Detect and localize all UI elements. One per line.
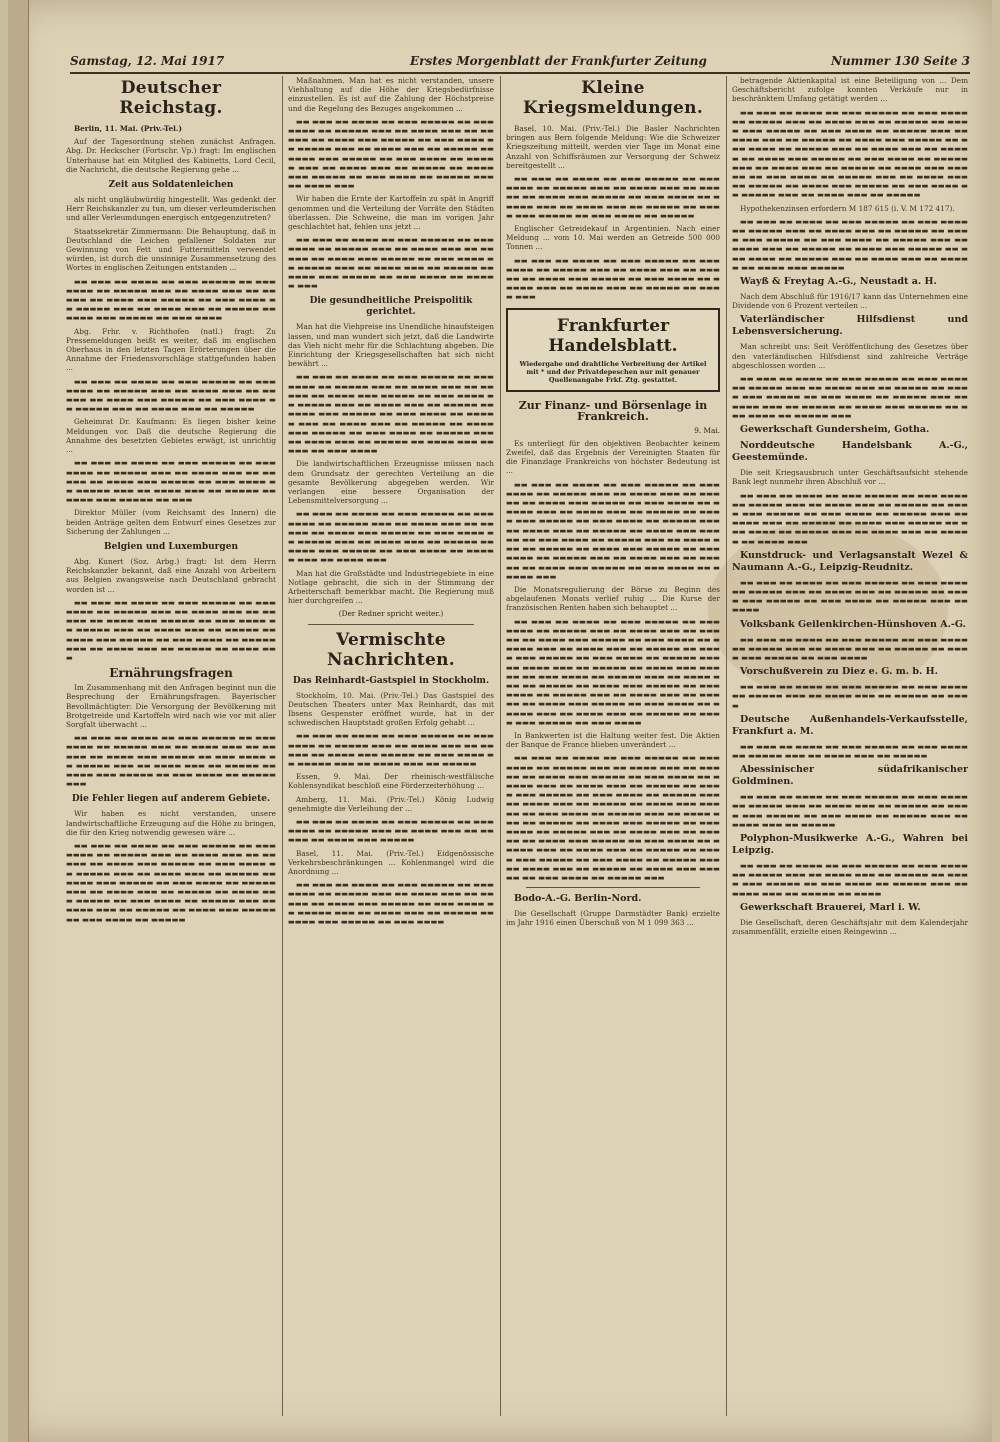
paragraph: Direktor Müller (vom Reichsamt des Innern) die beiden Anträge gelten dem Entwurf eines Gesetzes zur Sicherung der Zahlungen ...	[66, 508, 276, 536]
body-filler: ▬▬ ▬▬▬ ▬▬ ▬▬▬▬ ▬▬ ▬▬▬ ▬▬▬▬▬ ▬▬ ▬▬▬ ▬▬▬▬ ▬▬ ▬▬▬▬▬ ▬▬▬ ▬▬ ▬▬▬▬ ▬▬▬ ▬▬ ▬▬▬▬▬ ▬▬ ▬▬▬▬ ▬▬▬ ▬▬▬▬▬ ▬▬ ▬▬▬ ▬▬▬▬ ▬▬ ▬▬▬▬▬ ▬▬▬ ▬▬ ▬▬▬▬ ▬▬▬ ▬▬ ▬▬▬▬▬	[288, 731, 494, 768]
paragraph: Amberg, 11. Mai. (Priv.-Tel.) König Ludwig genehmigte die Verleihung der ...	[288, 794, 494, 813]
body-filler: ▬▬ ▬▬▬ ▬▬ ▬▬▬▬ ▬▬ ▬▬▬ ▬▬▬▬▬ ▬▬ ▬▬▬ ▬▬▬▬ ▬▬ ▬▬▬▬▬ ▬▬▬ ▬▬ ▬▬▬▬ ▬▬▬ ▬▬ ▬▬▬▬▬	[732, 741, 968, 760]
company-heading: Wayß & Freytag A.-G., Neustadt a. H.	[740, 276, 937, 288]
company-heading: Gewerkschaft Gundersheim, Gotha.	[740, 424, 930, 436]
company-heading: Polyphon-Musikwerke A.-G., Wahren bei Leipzig.	[732, 832, 968, 856]
body-filler: ▬▬ ▬▬▬ ▬▬ ▬▬▬▬ ▬▬ ▬▬▬ ▬▬▬▬▬ ▬▬ ▬▬▬ ▬▬▬▬ ▬▬ ▬▬▬▬▬ ▬▬▬ ▬▬ ▬▬▬▬ ▬▬▬ ▬▬ ▬▬▬▬▬ ▬▬ ▬▬▬▬ ▬▬▬ ▬▬▬▬▬ ▬▬ ▬▬▬ ▬▬▬▬ ▬▬ ▬▬▬▬▬ ▬▬▬ ▬▬ ▬▬▬▬ ▬▬▬ ▬▬ ▬▬▬▬▬ ▬▬ ▬▬▬▬ ▬▬▬ ▬▬▬▬▬ ▬▬ ▬▬▬ ▬▬▬▬ ▬▬ ▬▬▬▬▬ ▬▬▬	[732, 374, 968, 420]
paragraph: Wir haben die Ernte der Kartoffeln zu spät in Angriff genommen und die Verteilung der Vorräte den Städten überlassen. Die Schweine, die man im vorigen Jahr geschlachtet hat, fehlen uns jetzt ...	[288, 194, 494, 232]
paragraph: Die Gesellschaft (Gruppe Darmstädter Bank) erzielte im Jahr 1916 einen Überschuß von M 1 099 363 ...	[506, 909, 720, 928]
paragraph: Auf der Tagesordnung stehen zunächst Anfragen. Abg. Dr. Heckscher (Fortschr. Vp.) fragt: Im englischen Unterhause hat ein Mitglied des Kabinetts, Lord Cecil, die Nachricht, die deutsche Regierung gehe ...	[66, 137, 276, 174]
section-separator	[308, 624, 474, 625]
paragraph: Staatssekretär Zimmermann: Die Behauptung, daß in Deutschland die Leichen gefallener Soldaten zur Gewinnung von Fett und Futtermitteln verwendet würden, ist durch die unsinnige Zusammensetzung des Wortes in englischen Zeitungen entstanden ...	[66, 226, 276, 273]
paragraph: Man schreibt uns: Seit Veröffentlichung des Gesetzes über den vaterländischen Hilfsdienst sind zahlreiche Verträge abgeschlossen worden ...	[732, 342, 968, 370]
paragraph: Abg. Frhr. v. Richthofen (natl.) fragt: Zu Pressemeldungen heißt es weiter, daß im englischen Oberhaus in den letzten Tagen Erörterungen über die Annahme der Friedensvorschläge stattgefunden haben ...	[66, 326, 276, 373]
article-title: Kleine Kriegsmeldungen.	[522, 78, 704, 118]
body-filler: ▬▬ ▬▬▬ ▬▬ ▬▬▬▬ ▬▬ ▬▬▬ ▬▬▬▬▬ ▬▬ ▬▬▬ ▬▬▬▬ ▬▬ ▬▬▬▬▬ ▬▬▬ ▬▬ ▬▬▬▬ ▬▬▬ ▬▬ ▬▬▬▬▬ ▬▬ ▬▬▬▬ ▬▬▬ ▬▬▬▬▬ ▬▬ ▬▬▬ ▬▬▬▬ ▬▬ ▬▬▬▬▬ ▬▬▬ ▬▬ ▬▬▬▬ ▬▬▬ ▬▬ ▬▬▬▬▬ ▬▬ ▬▬▬▬ ▬▬▬ ▬▬▬▬▬ ▬▬ ▬▬▬ ▬▬▬▬ ▬▬ ▬▬▬▬▬ ▬▬▬ ▬▬ ▬▬▬▬ ▬▬▬ ▬▬ ▬▬▬▬▬ ▬▬ ▬▬▬▬ ▬▬▬ ▬▬▬▬▬ ▬▬ ▬▬▬ ▬▬▬▬ ▬▬ ▬▬▬▬▬ ▬▬▬ ▬▬ ▬▬▬▬ ▬▬▬ ▬▬ ▬▬▬▬▬ ▬▬ ▬▬▬▬ ▬▬▬ ▬▬▬▬▬ ▬▬ ▬▬▬ ▬▬▬▬ ▬▬ ▬▬▬▬▬	[66, 841, 276, 924]
paragraph: Essen, 9. Mai. Der rheinisch-westfälische Kohlensyndikat beschloß eine Förderzeiterhöhung ...	[288, 772, 494, 791]
paragraph: Die landwirtschaftlichen Erzeugnisse müssen nach dem Grundsatz der gerechten Verteilung an die gesamte Bevölkerung abgegeben werden. Wir verlangen eine bessere Organisation der Lebensmittelversorgung ...	[288, 459, 494, 506]
body-filler: ▬▬ ▬▬▬ ▬▬ ▬▬▬▬ ▬▬ ▬▬▬ ▬▬▬▬▬ ▬▬ ▬▬▬ ▬▬▬▬ ▬▬ ▬▬▬▬▬ ▬▬▬ ▬▬ ▬▬▬▬ ▬▬▬ ▬▬ ▬▬▬▬▬ ▬▬ ▬▬▬▬ ▬▬▬ ▬▬▬▬▬ ▬▬ ▬▬▬ ▬▬▬▬ ▬▬ ▬▬▬▬▬ ▬▬▬ ▬▬ ▬▬▬▬ ▬▬▬ ▬▬ ▬▬▬▬▬ ▬▬ ▬▬▬▬ ▬▬▬	[506, 255, 720, 302]
dateline: 9. Mai.	[694, 425, 720, 435]
body-filler: ▬▬ ▬▬▬ ▬▬ ▬▬▬▬ ▬▬ ▬▬▬ ▬▬▬▬▬ ▬▬ ▬▬▬ ▬▬▬▬ ▬▬ ▬▬▬▬▬ ▬▬▬ ▬▬ ▬▬▬▬ ▬▬▬ ▬▬ ▬▬▬▬▬ ▬▬ ▬▬▬▬ ▬▬▬ ▬▬▬▬▬ ▬▬ ▬▬▬ ▬▬▬▬ ▬▬ ▬▬▬▬▬ ▬▬▬ ▬▬ ▬▬▬▬ ▬▬▬ ▬▬ ▬▬▬▬▬ ▬▬ ▬▬▬▬ ▬▬▬ ▬▬▬▬▬ ▬▬ ▬▬▬	[66, 458, 276, 505]
body-filler: ▬▬ ▬▬▬ ▬▬ ▬▬▬▬ ▬▬ ▬▬▬ ▬▬▬▬▬ ▬▬ ▬▬▬ ▬▬▬▬ ▬▬ ▬▬▬▬▬ ▬▬▬ ▬▬ ▬▬▬▬ ▬▬▬ ▬▬ ▬▬▬▬▬ ▬▬ ▬▬▬▬ ▬▬▬ ▬▬▬▬▬ ▬▬ ▬▬▬ ▬▬▬▬ ▬▬ ▬▬▬▬▬ ▬▬▬ ▬▬ ▬▬▬▬	[732, 577, 968, 615]
section-title: Frankfurter Handelsblatt.	[548, 315, 678, 356]
subheading: Die Fehler liegen auf anderem Gebiete.	[71, 794, 271, 805]
paragraph: Basel, 10. Mai. (Priv.-Tel.) Die Basler Nachrichten bringen aus Bern folgende Meldung: Wie die Schweizer Kriegszeitung mitteilt, werden vier Tage im Monat eine Anzahl von Schiffsräumen zur Versorgung der Schweiz bereitgestellt ...	[506, 124, 720, 170]
paragraph: als nicht ungläubwürdig hingestellt. Was gedenkt der Herr Reichskanzler zu tun, um dieser verleumderischen und aller Verleumdungen energisch entgegenzutreten?	[66, 195, 276, 223]
subheading: Belgien und Luxemburgen	[103, 541, 238, 552]
paragraph: Hypothekenzinsen erfordern M 187 615 (i. V. M 172 417).	[740, 203, 955, 213]
subheading: Zur Finanz- und Börsenlage in Frankreich.	[518, 398, 708, 423]
paragraph: Die Gesellschaft, deren Geschäftsjahr mit dem Kalenderjahr zusammenfällt, erzielte einen Reingewinn ...	[732, 917, 968, 936]
body-filler: ▬▬ ▬▬▬ ▬▬ ▬▬▬▬ ▬▬ ▬▬▬ ▬▬▬▬▬ ▬▬ ▬▬▬ ▬▬▬▬ ▬▬ ▬▬▬▬▬ ▬▬▬ ▬▬ ▬▬▬▬ ▬▬▬ ▬▬ ▬▬▬▬▬ ▬▬ ▬▬▬▬ ▬▬▬ ▬▬▬▬▬ ▬▬ ▬▬▬ ▬▬▬▬ ▬▬ ▬▬▬▬▬ ▬▬▬ ▬▬ ▬▬▬▬ ▬▬▬ ▬▬ ▬▬▬▬▬	[732, 792, 968, 829]
column-rule	[726, 76, 727, 1416]
column-reichstag-cont	[288, 76, 494, 1416]
header-paper-name: Erstes Morgenblatt der Frankfurter Zeitung	[410, 54, 707, 68]
paragraph: Geheimrat Dr. Kaufmann: Es liegen bisher keine Meldungen vor. Daß die deutsche Regierung die Annahme des besetzten Gebietes erwägt, ist unrichtig ...	[66, 417, 276, 455]
company-heading: Kunstdruck- und Verlagsanstalt Wezel & Naumann A.-G., Leipzig-Reudnitz.	[732, 549, 968, 573]
paragraph: Maßnahmen. Man hat es nicht verstanden, unsere Viehhaltung auf die Höhe der Kriegsbedürfnisse einzustellen. Es ist auf die Zahlung der Höchstpreise und die Regelung des Bezuges angekommen ...	[288, 76, 494, 113]
company-heading: Bodo-A.-G. Berlin-Nord.	[514, 893, 642, 905]
paragraph: Man hat die Viehpreise ins Unendliche hinaufsteigen lassen, und man wundert sich jetzt, daß die Landwirte das Vieh nicht mehr für die Schlachtung abgeben. Die Einrichtung der Kriegsgesellschaften hat sich nicht bewährt ...	[288, 322, 494, 369]
paragraph: Die Monatsregulierung der Börse zu Beginn des abgelaufenen Monats verlief ruhig ... Die Kurse der französischen Renten haben sich behauptet ...	[506, 584, 720, 613]
company-heading: Vaterländischer Hilfsdienst und Lebensversicherung.	[732, 314, 968, 338]
body-filler: ▬▬ ▬▬▬ ▬▬ ▬▬▬▬ ▬▬ ▬▬▬ ▬▬▬▬▬ ▬▬ ▬▬▬ ▬▬▬▬ ▬▬ ▬▬▬▬▬ ▬▬▬ ▬▬ ▬▬▬▬ ▬▬▬ ▬▬ ▬▬▬▬▬ ▬▬ ▬▬▬▬	[732, 682, 968, 710]
body-filler: ▬▬ ▬▬▬ ▬▬ ▬▬▬▬ ▬▬ ▬▬▬ ▬▬▬▬▬ ▬▬ ▬▬▬ ▬▬▬▬ ▬▬ ▬▬▬▬▬ ▬▬▬ ▬▬ ▬▬▬▬ ▬▬▬ ▬▬ ▬▬▬▬▬ ▬▬ ▬▬▬▬ ▬▬▬ ▬▬▬▬▬ ▬▬ ▬▬▬ ▬▬▬▬ ▬▬ ▬▬▬▬▬ ▬▬▬ ▬▬ ▬▬▬▬ ▬▬▬ ▬▬ ▬▬▬▬▬ ▬▬ ▬▬▬▬ ▬▬▬ ▬▬▬▬▬ ▬▬ ▬▬▬ ▬▬▬▬ ▬▬ ▬▬▬▬▬ ▬▬▬ ▬▬ ▬▬▬▬ ▬▬▬ ▬▬ ▬▬▬▬▬ ▬▬ ▬▬▬▬ ▬▬▬ ▬▬▬▬▬ ▬▬ ▬▬▬ ▬▬▬▬ ▬▬ ▬▬▬▬▬ ▬▬▬ ▬▬ ▬▬▬▬ ▬▬▬ ▬▬ ▬▬▬▬▬ ▬▬ ▬▬▬▬ ▬▬▬ ▬▬▬▬▬ ▬▬ ▬▬▬ ▬▬▬▬ ▬▬ ▬▬▬▬▬ ▬▬▬ ▬▬ ▬▬▬▬ ▬▬▬ ▬▬ ▬▬▬▬▬ ▬▬ ▬▬▬▬ ▬▬▬ ▬▬▬▬▬ ▬▬ ▬▬▬ ▬▬▬▬ ▬▬ ▬▬▬▬▬ ▬▬▬ ▬▬ ▬▬▬▬ ▬▬▬ ▬▬ ▬▬▬▬▬ ▬▬ ▬▬▬▬ ▬▬▬ ▬▬▬▬▬ ▬▬ ▬▬▬ ▬▬▬▬ ▬▬ ▬▬▬▬▬ ▬▬▬ ▬▬ ▬▬▬▬ ▬▬▬ ▬▬ ▬▬▬▬▬ ▬▬ ▬▬▬▬ ▬▬▬ ▬▬▬▬▬ ▬▬ ▬▬▬ ▬▬▬▬ ▬▬ ▬▬▬▬▬ ▬▬▬	[506, 753, 720, 882]
body-filler: ▬▬ ▬▬▬ ▬▬ ▬▬▬▬ ▬▬ ▬▬▬ ▬▬▬▬▬ ▬▬ ▬▬▬ ▬▬▬▬ ▬▬ ▬▬▬▬▬ ▬▬▬ ▬▬ ▬▬▬▬ ▬▬▬ ▬▬ ▬▬▬▬▬ ▬▬ ▬▬▬▬ ▬▬▬ ▬▬▬▬▬ ▬▬ ▬▬▬ ▬▬▬▬ ▬▬ ▬▬▬▬▬ ▬▬▬ ▬▬ ▬▬▬▬ ▬▬▬ ▬▬ ▬▬▬▬▬ ▬▬ ▬▬▬▬ ▬▬▬ ▬▬▬▬▬ ▬▬ ▬▬▬ ▬▬▬▬ ▬▬ ▬▬▬▬▬ ▬▬▬ ▬▬ ▬▬▬▬ ▬▬▬ ▬▬ ▬▬▬▬▬ ▬▬ ▬▬▬▬ ▬▬▬	[66, 597, 276, 662]
paragraph: Es unterliegt für den objektiven Beobachter keinem Zweifel, daß das Ergebnis der Vereinigten Staaten für die Finanzlage Frankreichs von höchster Bedeutung ist ...	[506, 438, 720, 476]
paragraph: Nach dem Abschluß für 1916/17 kann das Unternehmen eine Dividende von 6 Prozent verteilen ...	[732, 292, 968, 311]
paragraph: betragende Aktienkapital ist eine Beteiligung von ... Dem Geschäftsbericht zufolge konnten Verkäufe nur in beschränktem Umfang getätigt werden ...	[732, 76, 968, 104]
company-heading: Deutsche Außenhandels-Verkaufsstelle, Frankfurt a. M.	[732, 713, 968, 737]
section-separator	[526, 887, 700, 888]
body-filler: ▬▬ ▬▬▬ ▬▬ ▬▬▬▬ ▬▬ ▬▬▬ ▬▬▬▬▬ ▬▬ ▬▬▬ ▬▬▬▬ ▬▬ ▬▬▬▬▬ ▬▬▬ ▬▬ ▬▬▬▬ ▬▬▬ ▬▬ ▬▬▬▬▬ ▬▬ ▬▬▬▬ ▬▬▬ ▬▬▬▬▬ ▬▬ ▬▬▬ ▬▬▬▬ ▬▬ ▬▬▬▬▬ ▬▬▬ ▬▬ ▬▬▬▬ ▬▬▬ ▬▬ ▬▬▬▬▬ ▬▬ ▬▬▬▬ ▬▬▬ ▬▬▬▬▬ ▬▬ ▬▬▬ ▬▬▬▬ ▬▬ ▬▬▬▬▬ ▬▬▬ ▬▬ ▬▬▬▬ ▬▬▬ ▬▬ ▬▬▬▬▬ ▬▬ ▬▬▬▬ ▬▬▬ ▬▬▬▬▬ ▬▬ ▬▬▬ ▬▬▬▬ ▬▬ ▬▬▬▬▬ ▬▬▬ ▬▬ ▬▬▬▬ ▬▬▬ ▬▬ ▬▬▬▬▬ ▬▬ ▬▬▬▬ ▬▬▬ ▬▬▬▬▬ ▬▬ ▬▬▬ ▬▬▬▬ ▬▬ ▬▬▬▬▬ ▬▬▬ ▬▬ ▬▬▬▬ ▬▬▬ ▬▬ ▬▬▬▬▬ ▬▬ ▬▬▬▬ ▬▬▬ ▬▬▬▬▬ ▬▬ ▬▬▬ ▬▬▬▬ ▬▬ ▬▬▬▬▬ ▬▬▬ ▬▬ ▬▬▬▬ ▬▬▬ ▬▬ ▬▬▬▬▬	[732, 107, 968, 200]
body-filler: ▬▬ ▬▬▬ ▬▬ ▬▬▬▬ ▬▬ ▬▬▬ ▬▬▬▬▬ ▬▬ ▬▬▬ ▬▬▬▬ ▬▬ ▬▬▬▬▬ ▬▬▬ ▬▬ ▬▬▬▬ ▬▬▬ ▬▬ ▬▬▬▬▬ ▬▬ ▬▬▬▬ ▬▬▬ ▬▬▬▬▬ ▬▬ ▬▬▬ ▬▬▬▬ ▬▬ ▬▬▬▬▬ ▬▬▬ ▬▬ ▬▬▬▬ ▬▬▬ ▬▬ ▬▬▬▬▬ ▬▬ ▬▬▬▬ ▬▬▬ ▬▬▬▬▬ ▬▬ ▬▬▬ ▬▬▬▬ ▬▬ ▬▬▬▬▬ ▬▬▬ ▬▬ ▬▬▬▬ ▬▬▬ ▬▬ ▬▬▬▬▬ ▬▬ ▬▬▬▬ ▬▬▬ ▬▬▬▬▬ ▬▬ ▬▬▬ ▬▬▬▬ ▬▬ ▬▬▬▬▬ ▬▬▬ ▬▬ ▬▬▬▬ ▬▬▬ ▬▬ ▬▬▬▬▬ ▬▬ ▬▬▬▬ ▬▬▬ ▬▬▬▬▬ ▬▬ ▬▬▬ ▬▬▬▬ ▬▬ ▬▬▬▬▬ ▬▬▬ ▬▬ ▬▬▬▬ ▬▬▬ ▬▬ ▬▬▬▬▬ ▬▬ ▬▬▬▬ ▬▬▬ ▬▬▬▬▬ ▬▬ ▬▬▬ ▬▬▬▬ ▬▬ ▬▬▬▬▬ ▬▬▬	[506, 479, 720, 581]
handelsblatt-box	[506, 308, 720, 392]
body-filler: ▬▬ ▬▬▬ ▬▬ ▬▬▬▬ ▬▬ ▬▬▬ ▬▬▬▬▬ ▬▬ ▬▬▬ ▬▬▬▬ ▬▬ ▬▬▬▬▬ ▬▬▬ ▬▬ ▬▬▬▬ ▬▬▬ ▬▬ ▬▬▬▬▬ ▬▬ ▬▬▬▬ ▬▬▬ ▬▬▬▬▬ ▬▬ ▬▬▬ ▬▬▬▬ ▬▬ ▬▬▬▬▬ ▬▬▬ ▬▬ ▬▬▬▬ ▬▬▬ ▬▬ ▬▬▬▬▬ ▬▬ ▬▬▬▬ ▬▬▬ ▬▬▬▬▬ ▬▬ ▬▬▬ ▬▬▬▬ ▬▬ ▬▬▬▬▬ ▬▬▬ ▬▬ ▬▬▬▬ ▬▬▬ ▬▬ ▬▬▬▬▬ ▬▬ ▬▬▬▬ ▬▬▬ ▬▬▬▬▬ ▬▬ ▬▬▬ ▬▬▬▬ ▬▬ ▬▬▬▬▬ ▬▬▬ ▬▬ ▬▬▬▬ ▬▬▬ ▬▬ ▬▬▬▬▬ ▬▬ ▬▬▬▬ ▬▬▬ ▬▬▬▬▬ ▬▬ ▬▬▬ ▬▬▬▬	[288, 372, 494, 456]
paragraph: Englischer Getreidekauf in Argentinien. Nach einer Meldung ... vom 10. Mai werden an Getreide 500 000 Tonnen ...	[506, 224, 720, 252]
article-title: Vermischte Nachrichten.	[327, 629, 455, 670]
subheading: Zeit aus Soldatenleichen	[108, 180, 234, 191]
column-company-reports	[732, 76, 968, 1416]
company-heading: Volksbank Geilenkirchen-Hünshoven A.-G.	[740, 618, 966, 630]
column-war-and-finance	[506, 76, 720, 1416]
company-heading: Norddeutsche Handelsbank A.-G., Geestemünde.	[732, 440, 968, 464]
paragraph: Stockholm, 10. Mai. (Priv.-Tel.) Das Gastspiel des Deutschen Theaters unter Max Reinhardt, das mit Ibsens Gespenster eröffnet wurde, hat in der schwedischen Hauptstadt großen Erfolg gehabt ...	[288, 690, 494, 728]
article-title: Deutscher Reichstag.	[119, 78, 223, 118]
body-filler: ▬▬ ▬▬▬ ▬▬ ▬▬▬▬ ▬▬ ▬▬▬ ▬▬▬▬▬ ▬▬ ▬▬▬ ▬▬▬▬ ▬▬ ▬▬▬▬▬ ▬▬▬ ▬▬ ▬▬▬▬ ▬▬▬ ▬▬ ▬▬▬▬▬ ▬▬ ▬▬▬▬ ▬▬▬ ▬▬▬▬▬ ▬▬ ▬▬▬ ▬▬▬▬ ▬▬ ▬▬▬▬▬ ▬▬▬ ▬▬ ▬▬▬▬ ▬▬▬ ▬▬ ▬▬▬▬▬ ▬▬ ▬▬▬▬ ▬▬▬ ▬▬▬▬▬ ▬▬ ▬▬▬ ▬▬▬▬ ▬▬ ▬▬▬▬▬	[506, 174, 720, 220]
body-filler: ▬▬ ▬▬▬ ▬▬ ▬▬▬▬ ▬▬ ▬▬▬ ▬▬▬▬▬ ▬▬ ▬▬▬ ▬▬▬▬ ▬▬ ▬▬▬▬▬ ▬▬▬ ▬▬ ▬▬▬▬ ▬▬▬ ▬▬ ▬▬▬▬▬ ▬▬ ▬▬▬▬ ▬▬▬ ▬▬▬▬▬ ▬▬ ▬▬▬ ▬▬▬▬ ▬▬ ▬▬▬▬▬ ▬▬▬ ▬▬ ▬▬▬▬ ▬▬▬ ▬▬ ▬▬▬▬▬ ▬▬ ▬▬▬▬ ▬▬▬ ▬▬▬▬▬ ▬▬ ▬▬▬ ▬▬▬▬ ▬▬ ▬▬▬▬▬ ▬▬▬ ▬▬ ▬▬▬▬ ▬▬▬	[288, 509, 494, 565]
body-filler: ▬▬ ▬▬▬ ▬▬ ▬▬▬▬ ▬▬ ▬▬▬ ▬▬▬▬▬ ▬▬ ▬▬▬ ▬▬▬▬ ▬▬ ▬▬▬▬▬ ▬▬▬ ▬▬ ▬▬▬▬ ▬▬▬ ▬▬ ▬▬▬▬▬ ▬▬ ▬▬▬▬ ▬▬▬ ▬▬▬▬▬ ▬▬ ▬▬▬ ▬▬▬▬ ▬▬ ▬▬▬▬▬ ▬▬▬ ▬▬ ▬▬▬▬ ▬▬▬ ▬▬ ▬▬▬▬▬ ▬▬ ▬▬▬▬ ▬▬▬ ▬▬▬▬▬ ▬▬ ▬▬▬ ▬▬▬▬ ▬▬ ▬▬▬▬▬ ▬▬▬ ▬▬ ▬▬▬▬ ▬▬▬ ▬▬ ▬▬▬▬▬ ▬▬ ▬▬▬▬ ▬▬▬ ▬▬▬▬▬ ▬▬ ▬▬▬ ▬▬▬▬ ▬▬ ▬▬▬▬▬ ▬▬▬ ▬▬ ▬▬▬▬ ▬▬▬	[288, 116, 494, 191]
paragraph: In Bankwerten ist die Haltung weiter fest. Die Aktien der Banque de France blieben unverändert ...	[506, 730, 720, 750]
subheading: Die gesundheitliche Preispolitik gerichtet.	[309, 296, 473, 318]
newspaper-page	[8, 0, 992, 1442]
paragraph: Wir haben es nicht verstanden, unsere landwirtschaftliche Erzeugung auf die Höhe zu bringen, die für den Krieg notwendig gewesen wäre ...	[66, 809, 276, 837]
body-filler: ▬▬ ▬▬▬ ▬▬ ▬▬▬▬ ▬▬ ▬▬▬ ▬▬▬▬▬ ▬▬ ▬▬▬ ▬▬▬▬ ▬▬ ▬▬▬▬▬ ▬▬▬ ▬▬ ▬▬▬▬ ▬▬▬ ▬▬ ▬▬▬▬▬ ▬▬ ▬▬▬▬ ▬▬▬ ▬▬▬▬▬ ▬▬ ▬▬▬ ▬▬▬▬ ▬▬ ▬▬▬▬▬ ▬▬▬ ▬▬ ▬▬▬▬ ▬▬▬ ▬▬ ▬▬▬▬▬ ▬▬ ▬▬▬▬ ▬▬▬ ▬▬▬▬▬ ▬▬ ▬▬▬ ▬▬▬▬ ▬▬ ▬▬▬▬▬ ▬▬▬ ▬▬ ▬▬▬▬ ▬▬▬ ▬▬ ▬▬▬▬▬ ▬▬ ▬▬▬▬ ▬▬▬ ▬▬▬▬▬ ▬▬ ▬▬▬ ▬▬▬▬ ▬▬ ▬▬▬▬▬ ▬▬▬ ▬▬ ▬▬▬▬ ▬▬▬ ▬▬ ▬▬▬▬▬ ▬▬ ▬▬▬▬ ▬▬▬ ▬▬▬▬▬ ▬▬ ▬▬▬ ▬▬▬▬ ▬▬ ▬▬▬▬▬ ▬▬▬ ▬▬ ▬▬▬▬ ▬▬▬ ▬▬ ▬▬▬▬▬ ▬▬ ▬▬▬▬ ▬▬▬ ▬▬▬▬▬ ▬▬ ▬▬▬ ▬▬▬▬ ▬▬ ▬▬▬▬▬ ▬▬▬ ▬▬ ▬▬▬▬ ▬▬▬ ▬▬ ▬▬▬▬▬ ▬▬ ▬▬▬▬ ▬▬▬ ▬▬▬▬▬ ▬▬ ▬▬▬ ▬▬▬▬	[506, 616, 720, 727]
header-issue: Nummer 130 Seite 3	[830, 54, 970, 68]
column-rule	[282, 76, 283, 1416]
body-filler: ▬▬ ▬▬▬ ▬▬ ▬▬▬▬ ▬▬ ▬▬▬ ▬▬▬▬▬ ▬▬ ▬▬▬ ▬▬▬▬ ▬▬ ▬▬▬▬▬ ▬▬▬ ▬▬ ▬▬▬▬ ▬▬▬ ▬▬ ▬▬▬▬▬ ▬▬ ▬▬▬▬ ▬▬▬ ▬▬▬▬▬ ▬▬ ▬▬▬ ▬▬▬▬ ▬▬ ▬▬▬▬▬ ▬▬▬ ▬▬ ▬▬▬▬ ▬▬▬ ▬▬ ▬▬▬▬▬ ▬▬ ▬▬▬▬ ▬▬▬ ▬▬▬▬▬ ▬▬ ▬▬▬ ▬▬▬▬ ▬▬ ▬▬▬▬▬ ▬▬▬ ▬▬ ▬▬▬▬ ▬▬▬ ▬▬ ▬▬▬▬▬ ▬▬ ▬▬▬▬ ▬▬▬	[732, 490, 968, 546]
body-filler: ▬▬ ▬▬▬ ▬▬ ▬▬▬▬ ▬▬ ▬▬▬ ▬▬▬▬▬ ▬▬ ▬▬▬ ▬▬▬▬ ▬▬ ▬▬▬▬▬ ▬▬▬ ▬▬ ▬▬▬▬ ▬▬▬ ▬▬ ▬▬▬▬▬ ▬▬ ▬▬▬▬ ▬▬▬ ▬▬▬▬▬ ▬▬ ▬▬▬ ▬▬▬▬ ▬▬ ▬▬▬▬▬ ▬▬▬ ▬▬ ▬▬▬▬ ▬▬▬ ▬▬ ▬▬▬▬▬ ▬▬ ▬▬▬▬ ▬▬▬ ▬▬▬▬▬ ▬▬ ▬▬▬ ▬▬▬▬ ▬▬ ▬▬▬▬▬ ▬▬▬ ▬▬ ▬▬▬▬ ▬▬▬ ▬▬ ▬▬▬▬▬ ▬▬ ▬▬▬▬ ▬▬▬ ▬▬▬▬▬	[732, 216, 968, 272]
column-reichstag	[66, 76, 276, 1416]
body-filler: ▬▬ ▬▬▬ ▬▬ ▬▬▬▬ ▬▬ ▬▬▬ ▬▬▬▬▬ ▬▬ ▬▬▬ ▬▬▬▬ ▬▬ ▬▬▬▬▬ ▬▬▬ ▬▬ ▬▬▬▬ ▬▬▬ ▬▬ ▬▬▬▬▬ ▬▬ ▬▬▬▬ ▬▬▬ ▬▬▬▬▬ ▬▬ ▬▬▬ ▬▬▬▬ ▬▬ ▬▬▬▬▬ ▬▬▬ ▬▬ ▬▬▬▬ ▬▬▬ ▬▬ ▬▬▬▬▬ ▬▬ ▬▬▬▬ ▬▬▬ ▬▬▬▬▬ ▬▬ ▬▬▬ ▬▬▬▬	[66, 276, 276, 323]
speaker-note: (Der Redner spricht weiter.)	[338, 609, 444, 619]
body-filler: ▬▬ ▬▬▬ ▬▬ ▬▬▬▬ ▬▬ ▬▬▬ ▬▬▬▬▬ ▬▬ ▬▬▬ ▬▬▬▬ ▬▬ ▬▬▬▬▬ ▬▬▬ ▬▬ ▬▬▬▬ ▬▬▬ ▬▬ ▬▬▬▬▬ ▬▬ ▬▬▬▬ ▬▬▬ ▬▬▬▬▬ ▬▬ ▬▬▬ ▬▬▬▬ ▬▬ ▬▬▬▬▬ ▬▬▬ ▬▬ ▬▬▬▬ ▬▬▬ ▬▬ ▬▬▬▬▬ ▬▬ ▬▬▬▬ ▬▬▬ ▬▬▬▬▬ ▬▬ ▬▬▬ ▬▬▬▬	[288, 880, 494, 927]
dateline: Berlin, 11. Mai. (Priv.-Tel.)	[74, 124, 182, 133]
company-heading: Vorschußverein zu Diez e. G. m. b. H.	[740, 666, 938, 678]
body-filler: ▬▬ ▬▬▬ ▬▬ ▬▬▬▬ ▬▬ ▬▬▬ ▬▬▬▬▬ ▬▬ ▬▬▬ ▬▬▬▬ ▬▬ ▬▬▬▬▬ ▬▬▬ ▬▬ ▬▬▬▬ ▬▬▬ ▬▬ ▬▬▬▬▬ ▬▬ ▬▬▬▬ ▬▬▬ ▬▬▬▬▬ ▬▬ ▬▬▬ ▬▬▬▬ ▬▬ ▬▬▬▬▬ ▬▬▬ ▬▬ ▬▬▬▬ ▬▬▬ ▬▬ ▬▬▬▬▬ ▬▬ ▬▬▬▬ ▬▬▬ ▬▬▬▬▬ ▬▬ ▬▬▬ ▬▬▬▬ ▬▬ ▬▬▬▬▬ ▬▬▬	[288, 235, 494, 291]
subheading: Ernährungsfragen	[109, 666, 233, 681]
header-date: Samstag, 12. Mai 1917	[70, 54, 225, 68]
page-header	[70, 54, 970, 74]
paragraph: Man hat die Großstädte und Industriegebiete in eine Notlage gebracht, die sich in der Stimmung der Arbeiterschaft bemerkbar macht. Die Regierung muß hier durchgreifen ...	[288, 568, 494, 606]
reprint-notice: Wiedergabe und drahtliche Verbreitung der Artikel mit * und der Privatdepeschen nur mit genauer Quellenangabe Frkf. Ztg. gestattet.	[519, 359, 707, 384]
body-filler: ▬▬ ▬▬▬ ▬▬ ▬▬▬▬ ▬▬ ▬▬▬ ▬▬▬▬▬ ▬▬ ▬▬▬ ▬▬▬▬ ▬▬ ▬▬▬▬▬ ▬▬▬ ▬▬ ▬▬▬▬ ▬▬▬ ▬▬ ▬▬▬▬▬ ▬▬ ▬▬▬▬ ▬▬▬ ▬▬▬▬▬ ▬▬ ▬▬▬ ▬▬▬▬ ▬▬ ▬▬▬▬▬ ▬▬▬ ▬▬ ▬▬▬▬ ▬▬▬ ▬▬ ▬▬▬▬▬ ▬▬ ▬▬▬▬ ▬▬▬ ▬▬▬▬▬ ▬▬ ▬▬▬ ▬▬▬▬ ▬▬ ▬▬▬▬▬ ▬▬▬	[66, 733, 276, 789]
body-filler: ▬▬ ▬▬▬ ▬▬ ▬▬▬▬ ▬▬ ▬▬▬ ▬▬▬▬▬ ▬▬ ▬▬▬ ▬▬▬▬ ▬▬ ▬▬▬▬▬ ▬▬▬ ▬▬ ▬▬▬▬ ▬▬▬ ▬▬ ▬▬▬▬▬ ▬▬ ▬▬▬▬ ▬▬▬ ▬▬▬▬▬ ▬▬ ▬▬▬ ▬▬▬▬	[732, 634, 968, 662]
company-heading: Abessinischer südafrikanischer Goldminen.	[732, 764, 968, 788]
body-filler: ▬▬ ▬▬▬ ▬▬ ▬▬▬▬ ▬▬ ▬▬▬ ▬▬▬▬▬ ▬▬ ▬▬▬ ▬▬▬▬ ▬▬ ▬▬▬▬▬ ▬▬▬ ▬▬ ▬▬▬▬ ▬▬▬ ▬▬ ▬▬▬▬▬ ▬▬ ▬▬▬▬ ▬▬▬ ▬▬▬▬▬ ▬▬ ▬▬▬ ▬▬▬▬ ▬▬ ▬▬▬▬▬ ▬▬▬ ▬▬ ▬▬▬▬ ▬▬▬ ▬▬ ▬▬▬▬▬ ▬▬ ▬▬▬▬	[732, 860, 968, 898]
body-filler: ▬▬ ▬▬▬ ▬▬ ▬▬▬▬ ▬▬ ▬▬▬ ▬▬▬▬▬ ▬▬ ▬▬▬ ▬▬▬▬ ▬▬ ▬▬▬▬▬ ▬▬▬ ▬▬ ▬▬▬▬ ▬▬▬ ▬▬ ▬▬▬▬▬ ▬▬ ▬▬▬▬ ▬▬▬ ▬▬▬▬▬ ▬▬ ▬▬▬ ▬▬▬▬ ▬▬ ▬▬▬▬▬ ▬▬▬ ▬▬ ▬▬▬▬ ▬▬▬ ▬▬ ▬▬▬▬▬	[66, 376, 276, 414]
paragraph: Basel, 11. Mai. (Priv.-Tel.) Eidgenössische Verkehrsbeschränkungen ... Kohlenmangel wird die Anordnung ...	[288, 848, 494, 877]
paragraph: Abg. Kunert (Soz. Arbg.) fragt: Ist dem Herrn Reichskanzler bekannt, daß eine Anzahl von Arbeitern aus Belgien zwangsweise nach Deutschland gebracht worden ist ...	[66, 556, 276, 594]
body-filler: ▬▬ ▬▬▬ ▬▬ ▬▬▬▬ ▬▬ ▬▬▬ ▬▬▬▬▬ ▬▬ ▬▬▬ ▬▬▬▬ ▬▬ ▬▬▬▬▬ ▬▬▬ ▬▬ ▬▬▬▬ ▬▬▬ ▬▬ ▬▬▬▬▬ ▬▬ ▬▬▬▬ ▬▬▬ ▬▬▬▬▬	[288, 817, 494, 845]
paragraph: Die seit Kriegsausbruch unter Geschäftsaufsicht stehende Bank legt nunmehr ihren Abschluß vor ...	[732, 468, 968, 487]
adjacent-page-edge	[8, 0, 29, 1442]
subheading: Das Reinhardt-Gastspiel in Stockholm.	[292, 675, 490, 686]
paragraph: Im Zusammenhang mit den Anfragen beginnt nun die Besprechung der Ernährungsfragen. Bayerischer Bevollmächtigter: Die Versorgung der Bevölkerung mit Brotgetreide und Kartoffeln wird nach wie vor mit aller Sorgfalt überwacht ...	[66, 683, 276, 729]
company-heading: Gewerkschaft Brauerei, Marl i. W.	[740, 901, 921, 913]
column-rule	[500, 76, 501, 1416]
